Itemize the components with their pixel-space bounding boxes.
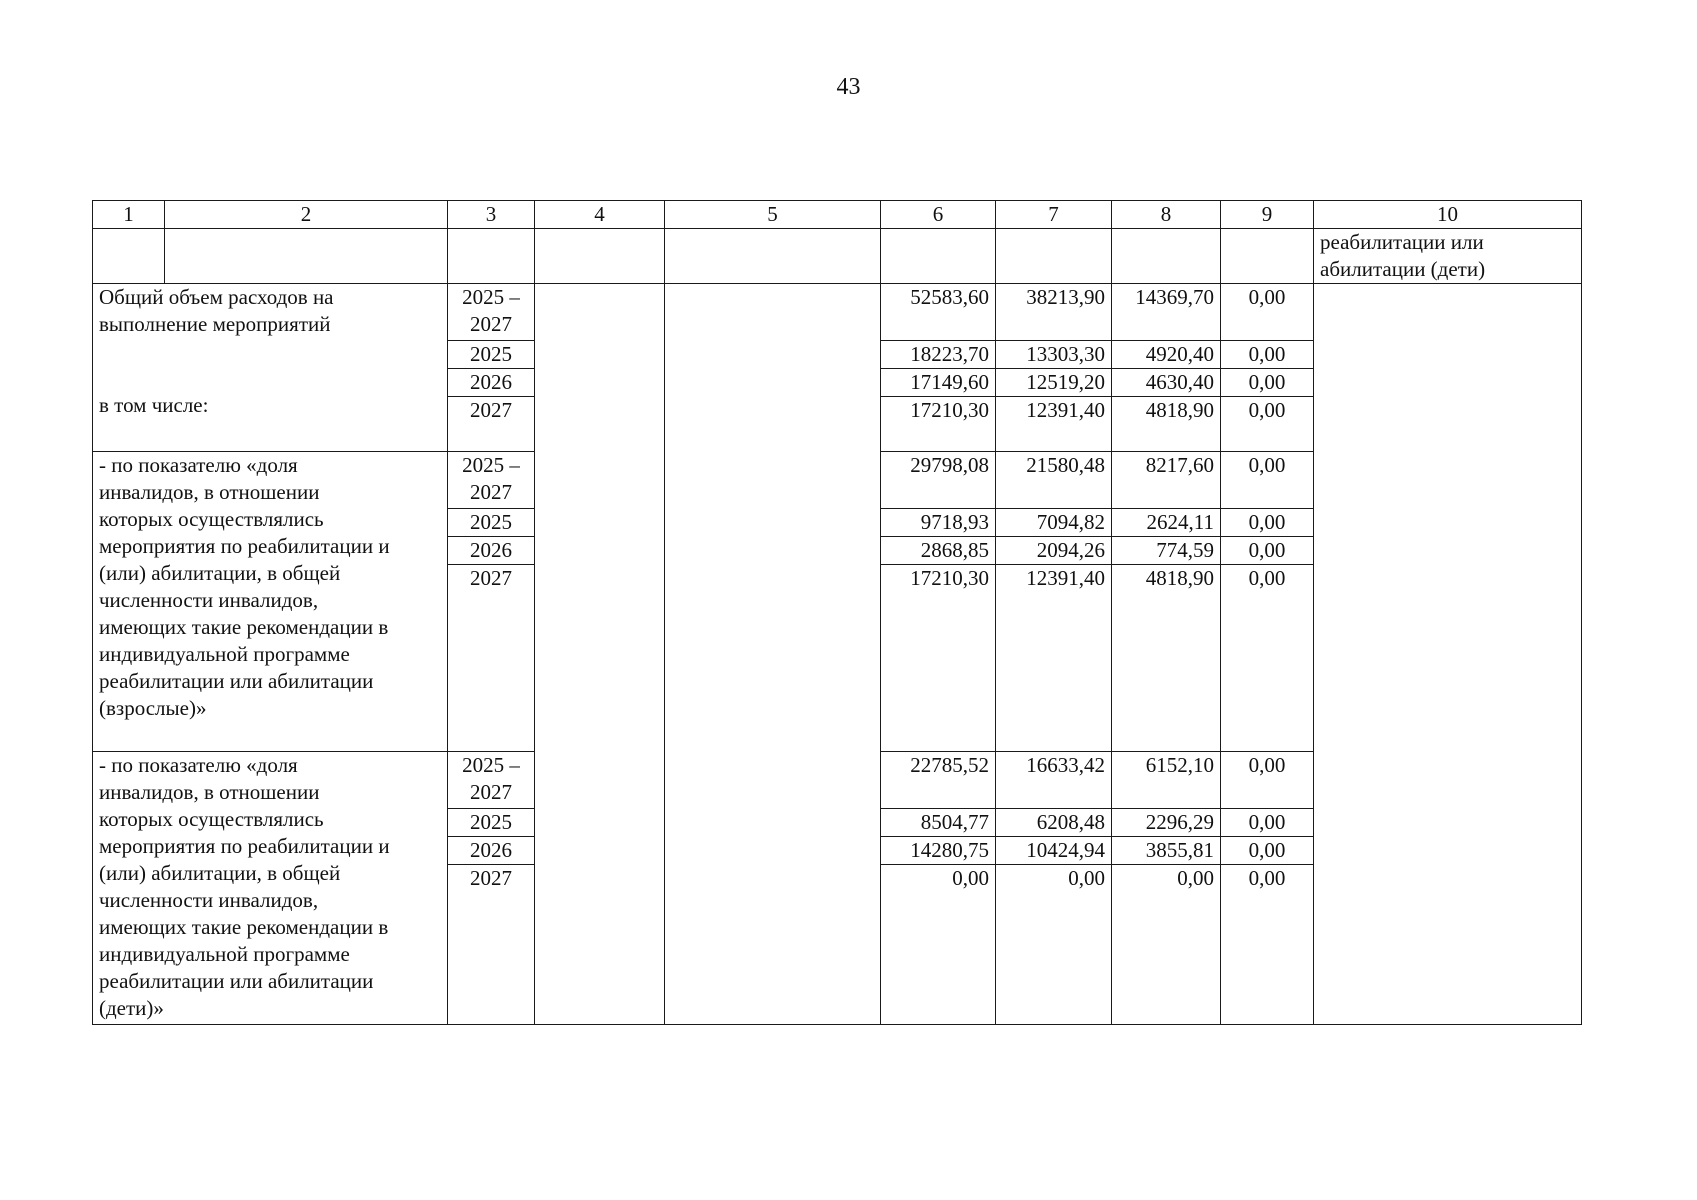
section-label-line: которых осуществлялись — [99, 807, 324, 831]
column-number: 2 — [165, 201, 448, 229]
value-cell: 6152,10 — [1112, 752, 1221, 809]
col5-cell — [665, 284, 881, 1025]
section-label-line: выполнение мероприятий — [99, 312, 331, 336]
period-text: 2027 — [470, 866, 512, 890]
value-cell: 6208,48 — [996, 809, 1112, 837]
section-label-line: мероприятия по реабилитации и — [99, 534, 390, 558]
value-cell: 0,00 — [1112, 865, 1221, 1025]
value-cell: 52583,60 — [881, 284, 996, 341]
period-cell — [448, 752, 535, 809]
value-cell: 0,00 — [881, 865, 996, 1025]
value-cell: 0,00 — [1221, 452, 1314, 509]
value-cell: 7094,82 — [996, 509, 1112, 537]
section-label — [93, 284, 448, 452]
value-cell: 17210,30 — [881, 565, 996, 752]
value-cell: 4920,40 — [1112, 341, 1221, 369]
empty-cell — [165, 229, 448, 284]
value-cell: 21580,48 — [996, 452, 1112, 509]
section-label-line: имеющих такие рекомендации в — [99, 615, 389, 639]
column-number: 3 — [448, 201, 535, 229]
column-number: 6 — [881, 201, 996, 229]
column-number: 4 — [535, 201, 665, 229]
value-cell: 2624,11 — [1112, 509, 1221, 537]
value-cell: 774,59 — [1112, 537, 1221, 565]
empty-cell — [535, 229, 665, 284]
value-cell: 3855,81 — [1112, 837, 1221, 865]
continuation-row — [93, 229, 1582, 284]
section-label-line: инвалидов, в отношении — [99, 780, 320, 804]
period-text: 2025 — [470, 510, 512, 534]
value-cell: 12391,40 — [996, 397, 1112, 452]
section-label — [93, 752, 448, 1025]
value-cell: 14369,70 — [1112, 284, 1221, 341]
value-cell: 2296,29 — [1112, 809, 1221, 837]
value-cell: 0,00 — [1221, 284, 1314, 341]
value-cell: 4630,40 — [1112, 369, 1221, 397]
period-text: 2027 — [470, 398, 512, 422]
section-label-line: реабилитации или абилитации — [99, 669, 374, 693]
section-label-line: - по показателю «доля — [99, 753, 298, 777]
period-text: 2026 — [470, 538, 512, 562]
section-footer-label: в том числе: — [99, 393, 209, 417]
period-text: 2025 – — [462, 453, 520, 477]
empty-cell — [93, 229, 165, 284]
value-cell: 9718,93 — [881, 509, 996, 537]
spacer — [99, 338, 441, 365]
value-cell: 0,00 — [1221, 341, 1314, 369]
empty-cell — [1112, 229, 1221, 284]
col4-cell — [535, 284, 665, 1025]
value-cell: 10424,94 — [996, 837, 1112, 865]
column-number: 5 — [665, 201, 881, 229]
value-cell: 13303,30 — [996, 341, 1112, 369]
value-cell: 0,00 — [1221, 397, 1314, 452]
continuation-text: реабилитации или абилитации (дети) — [1314, 229, 1582, 284]
value-cell: 16633,42 — [996, 752, 1112, 809]
period-text: 2027 — [470, 312, 512, 336]
table-row — [93, 284, 1582, 341]
period-cell — [448, 284, 535, 341]
period-cell — [448, 865, 535, 1025]
column-number: 8 — [1112, 201, 1221, 229]
period-text: 2027 — [470, 480, 512, 504]
period-text: 2025 – — [462, 285, 520, 309]
empty-cell — [448, 229, 535, 284]
period-cell — [448, 809, 535, 837]
column-number-row — [93, 201, 1582, 229]
empty-cell — [881, 229, 996, 284]
section-label-line: (взрослые)» — [99, 696, 207, 720]
period-text: 2025 — [470, 342, 512, 366]
section-label-line: численности инвалидов, — [99, 888, 319, 912]
empty-cell — [996, 229, 1112, 284]
value-cell: 22785,52 — [881, 752, 996, 809]
value-cell: 12519,20 — [996, 369, 1112, 397]
section-label-line: имеющих такие рекомендации в — [99, 915, 389, 939]
empty-cell — [665, 229, 881, 284]
period-text: 2025 – — [462, 753, 520, 777]
value-cell: 12391,40 — [996, 565, 1112, 752]
value-cell: 0,00 — [1221, 865, 1314, 1025]
section-label-line: (дети)» — [99, 996, 164, 1020]
value-cell: 17149,60 — [881, 369, 996, 397]
value-cell: 0,00 — [1221, 537, 1314, 565]
value-cell: 17210,30 — [881, 397, 996, 452]
value-cell: 0,00 — [1221, 369, 1314, 397]
value-cell: 4818,90 — [1112, 565, 1221, 752]
column-number: 9 — [1221, 201, 1314, 229]
period-cell — [448, 837, 535, 865]
section-label-line: реабилитации или абилитации — [99, 969, 374, 993]
value-cell: 0,00 — [1221, 752, 1314, 809]
value-cell: 0,00 — [1221, 509, 1314, 537]
section-label-line: инвалидов, в отношении — [99, 480, 320, 504]
value-cell: 29798,08 — [881, 452, 996, 509]
spacer — [99, 365, 441, 392]
value-cell: 0,00 — [1221, 565, 1314, 752]
period-cell — [448, 537, 535, 565]
section-label-line: Общий объем расходов на — [99, 285, 334, 309]
value-cell: 0,00 — [1221, 809, 1314, 837]
value-cell: 2094,26 — [996, 537, 1112, 565]
column-number: 1 — [93, 201, 165, 229]
period-cell — [448, 341, 535, 369]
value-cell: 18223,70 — [881, 341, 996, 369]
period-text: 2027 — [470, 566, 512, 590]
period-text: 2027 — [470, 780, 512, 804]
period-cell — [448, 369, 535, 397]
period-text: 2026 — [470, 370, 512, 394]
page-number: 43 — [836, 74, 861, 100]
value-cell: 38213,90 — [996, 284, 1112, 341]
value-cell: 0,00 — [1221, 837, 1314, 865]
period-cell — [448, 452, 535, 509]
value-cell: 8504,77 — [881, 809, 996, 837]
value-cell: 2868,85 — [881, 537, 996, 565]
section-label-line: мероприятия по реабилитации и — [99, 834, 390, 858]
section-label-line: которых осуществлялись — [99, 507, 324, 531]
section-label-line: (или) абилитации, в общей — [99, 561, 341, 585]
section-label-line: индивидуальной программе — [99, 942, 350, 966]
section-label-line: индивидуальной программе — [99, 642, 350, 666]
section-label-line: - по показателю «доля — [99, 453, 298, 477]
period-cell — [448, 397, 535, 452]
value-cell: 0,00 — [996, 865, 1112, 1025]
value-cell: 4818,90 — [1112, 397, 1221, 452]
column-number: 10 — [1314, 201, 1582, 229]
empty-cell — [1221, 229, 1314, 284]
period-cell — [448, 509, 535, 537]
period-text: 2025 — [470, 810, 512, 834]
value-cell: 8217,60 — [1112, 452, 1221, 509]
expenses-table — [92, 200, 1582, 1025]
section-label — [93, 452, 448, 752]
col10-cell — [1314, 284, 1582, 1025]
period-text: 2026 — [470, 838, 512, 862]
period-cell — [448, 565, 535, 752]
section-label-line: численности инвалидов, — [99, 588, 319, 612]
column-number: 7 — [996, 201, 1112, 229]
section-label-line: (или) абилитации, в общей — [99, 861, 341, 885]
value-cell: 14280,75 — [881, 837, 996, 865]
